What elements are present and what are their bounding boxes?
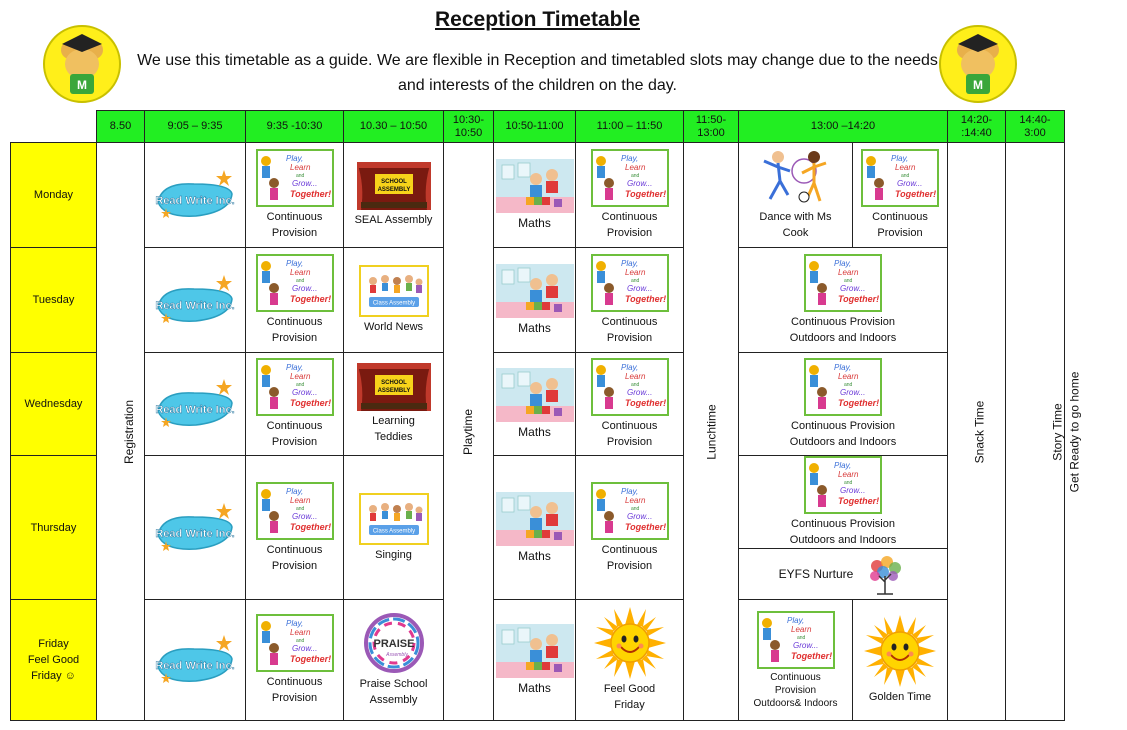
read-write-inc-icon [154,373,236,435]
activity-label: Continuous Provision Outdoors& Indoors [753,671,838,709]
activity-label: World News [363,321,424,333]
read-write-inc-icon [154,269,236,331]
activity-label: Learning Teddies [372,415,415,443]
play-learn-grow-icon [861,149,939,207]
header-time: 10.30 – 10:50 [344,111,444,143]
activity-label: Continuous Provision [266,543,323,572]
activity-label: Continuous Provision [601,316,658,344]
svg-text:M: M [77,78,87,92]
play-learn-grow-icon [591,149,669,207]
read-write-inc-icon [154,497,236,559]
school-logo-bear-icon [938,24,1018,104]
play-learn-grow-icon [804,254,882,312]
timetable [10,110,1082,721]
activity-label: Continuous Provision [266,676,323,704]
activity-label: Maths [518,216,551,230]
lunchtime-cell [684,143,739,721]
read-write-inc-icon [154,629,236,691]
snack-cell [948,143,1006,721]
activity-label: Continuous Provision [266,420,323,448]
class-assembly-icon [359,493,429,545]
day-monday: Monday [11,143,97,248]
header-time: 14:40- 3:00 [1006,111,1065,143]
activity-label: Singing [375,548,412,561]
activity-label: Continuous Provision Outdoors and Indoors [789,316,897,344]
play-learn-grow-icon [256,614,334,672]
header-blank [11,111,97,143]
header-time: 10:30- 10:50 [444,111,494,143]
lunchtime-label: Lunchtime [704,403,719,460]
activity-label: Maths [518,425,551,439]
play-learn-grow-icon [804,456,882,514]
maths-classroom-icon [496,492,574,546]
story-label [1049,371,1083,492]
read-write-inc-icon [154,164,236,226]
header-time: 11:50- 13:00 [684,111,739,143]
maths-classroom-icon [496,159,574,213]
snack-label: Snack Time [972,400,987,463]
smiling-sun-icon [864,615,936,687]
activity-label: Continuous Provision [601,420,658,448]
page-title: Reception Timetable [435,8,640,31]
header-time: 9:35 -10:30 [246,111,344,143]
play-learn-grow-icon [256,149,334,207]
story-cell [1006,143,1082,721]
activity-label: Feel Good Friday [603,683,656,711]
activity-label: Continuous Provision [601,543,658,572]
maths-classroom-icon [496,624,574,678]
smiling-sun-icon [594,607,666,679]
activity-label: Maths [518,548,551,563]
day-tuesday: Tuesday [11,248,97,353]
activity-label: Continuous Provision Outdoors and Indoors [789,518,897,546]
activity-label: Dance with Ms Cook [759,211,832,239]
day-wednesday: Wednesday [11,353,97,456]
play-learn-grow-icon [591,482,669,540]
story-line-2: Get Ready to go home [1067,371,1082,492]
activity-label: Golden Time [868,691,932,703]
play-learn-grow-icon [591,358,669,416]
activity-label: Continuous Provision [872,211,928,239]
praise-assembly-icon [361,612,427,674]
school-assembly-icon [357,363,431,411]
play-learn-grow-icon [256,254,334,312]
header-time: 14:20- :14:40 [948,111,1006,143]
playtime-cell [444,143,494,721]
eyfs-nurture-label: EYFS Nurture [778,567,854,581]
story-line-1: Story Time [1050,402,1065,461]
maths-classroom-icon [496,368,574,422]
activity-label: Maths [518,321,551,335]
play-learn-grow-icon [591,254,669,312]
day-thursday: Thursday [11,456,97,600]
registration-label: Registration [122,399,137,464]
header-time: 11:00 – 11:50 [576,111,684,143]
activity-label: Maths [518,681,551,695]
day-friday: Friday Feel Good Friday ☺ [11,600,97,721]
maths-classroom-icon [496,264,574,318]
play-learn-grow-icon [256,358,334,416]
school-logo-bear-icon [42,24,122,104]
school-assembly-icon [357,162,431,210]
activity-label: Continuous Provision Outdoors and Indoors [789,420,897,448]
activity-label: Praise School Assembly [359,678,428,706]
svg-text:M: M [973,78,983,92]
play-learn-grow-icon [256,482,334,540]
registration-cell [97,143,145,721]
play-learn-grow-icon [757,611,835,669]
activity-label: SEAL Assembly [354,214,433,226]
activity-label: Continuous Provision [601,211,658,239]
dancing-children-icon [756,149,836,207]
header-time: 8.50 [97,111,145,143]
activity-label: Continuous Provision [266,211,323,239]
play-learn-grow-icon [804,358,882,416]
class-assembly-icon [359,265,429,317]
colorful-tree-icon [863,552,907,596]
playtime-label: Playtime [461,408,476,455]
page-subtitle: We use this timetable as a guide. We are flexible in Reception and timetabled slots may change due to the needs and interests of the children on the day. [137,52,938,94]
header-time: 9:05 – 9:35 [145,111,246,143]
activity-label: Continuous Provision [266,316,323,344]
header-time: 13:00 –14:20 [739,111,948,143]
header-time: 10:50-11:00 [494,111,576,143]
